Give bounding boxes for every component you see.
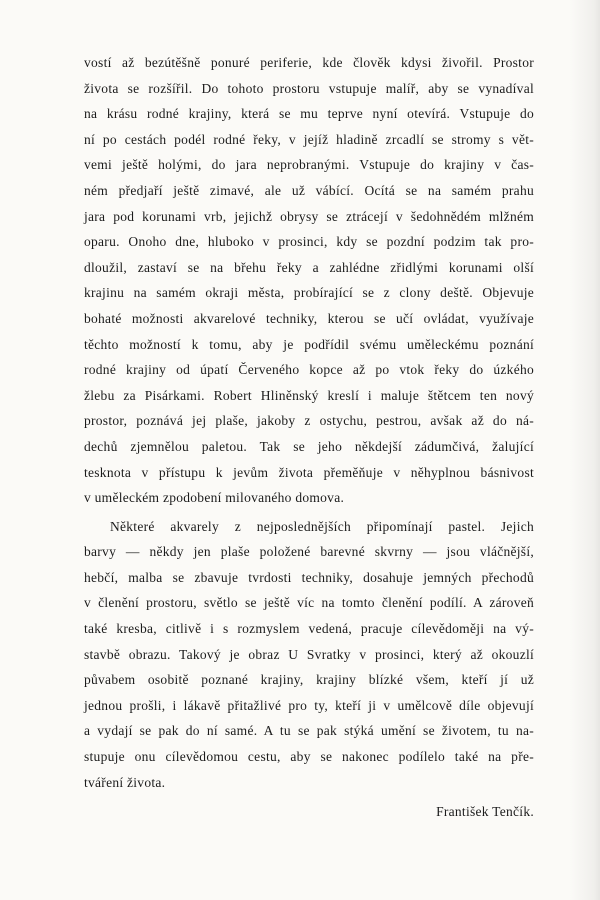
text-line: také kresba, citlivě i s rozmyslem vedená, pracuje cílevědoměji na vý-: [84, 621, 534, 637]
text-line: vemi ještě holými, do jara neprobranými. Vstupuje do krajiny v čas-: [84, 157, 534, 173]
text-line: tesknota v přístupu k jevům života přeměňuje v něhyplnou básnivost: [84, 464, 534, 480]
text-line: bohaté možnosti akvarelové techniky, kterou se učí ovládat, využívaje: [84, 310, 534, 326]
text-line: a vydají se pak do ní samé. A tu se pak stýká umění se životem, tu na-: [84, 723, 534, 739]
paragraph-continuation: [84, 50, 534, 511]
text-line: stavbě obrazu. Takový je obraz U Svratky v prosinci, který až okouzlí: [84, 646, 534, 662]
text-line: rodné krajiny od úpatí Červeného kopce až po vtok řeky do úzkého: [84, 362, 534, 378]
text-line: ném předjaří ještě zimavé, ale už vábící. Ocítá se na samém prahu: [84, 182, 534, 198]
text-line: dloužil, zastaví se na břehu řeky a zahlédne zřidlými korunami olší: [84, 259, 534, 275]
text-line: krajinu na samém okraji města, probírající se z clony deště. Objevuje: [84, 285, 534, 301]
text-block: [84, 50, 534, 825]
text-line: jednou prošli, i lákavě přitažlivé pro ty, kteří ji v umělcově díle objevují: [84, 697, 534, 713]
text-line: na krásu rodné krajiny, která se mu teprve nyní otevírá. Vstupuje do: [84, 106, 534, 122]
text-line: dechů zjemnělou paletou. Tak se jeho někdejší zádumčivá, žalující: [84, 438, 534, 454]
text-line: jara pod korunami vrb, jejichž obrysy se ztrácejí v šedohnědém mlžném: [84, 208, 534, 224]
text-line: stupuje onu cílevědomou cestu, aby se nakonec podílelo také na pře-: [84, 749, 534, 765]
text-line: oparu. Onoho dne, hluboko v prosinci, kdy se pozdní podzim tak pro-: [84, 234, 534, 250]
text-line: tváření života.: [84, 774, 166, 790]
text-line: žlebu za Pisárkami. Robert Hliněnský kreslí i maluje štětcem ten nový: [84, 387, 534, 403]
text-line: barvy — někdy jen plaše položené barevné skvrny — jsou vláčnější,: [84, 544, 534, 560]
text-line: života se rozšířil. Do tohoto prostoru vstupuje malíř, aby se vynadíval: [84, 80, 534, 96]
author-signature: František Tenčík.: [436, 804, 534, 820]
text-line: vostí až bezútěšně ponuré periferie, kde člověk kdysi živořil. Prostor: [84, 55, 534, 70]
text-line: půvabem osobitě poznané krajiny, krajiny blízké všem, kteří jí už: [84, 672, 534, 688]
text-line: v uměleckém zpodobení milovaného domova.: [84, 490, 345, 506]
text-line: těchto možností k tomu, aby je podřídil svému uměleckému poznání: [84, 336, 534, 352]
text-line: hebčí, malba se zbavuje tvrdosti techniky, dosahuje jemných přechodů: [84, 569, 534, 585]
text-line: Některé akvarely z nejposlednějších připomínají pastel. Jejich: [110, 518, 534, 534]
text-line: v členění prostoru, světlo se ještě víc na tomto členění podílí. A zároveň: [84, 595, 534, 611]
text-line: ní po cestách podél rodné řeky, v jejíž hladině zrcadlí se stromy s vět-: [84, 131, 534, 147]
text-line: prostor, poznává jej plaše, jakoby z ostychu, pestrou, avšak až do ná-: [84, 413, 534, 429]
paragraph-second: [84, 514, 534, 796]
